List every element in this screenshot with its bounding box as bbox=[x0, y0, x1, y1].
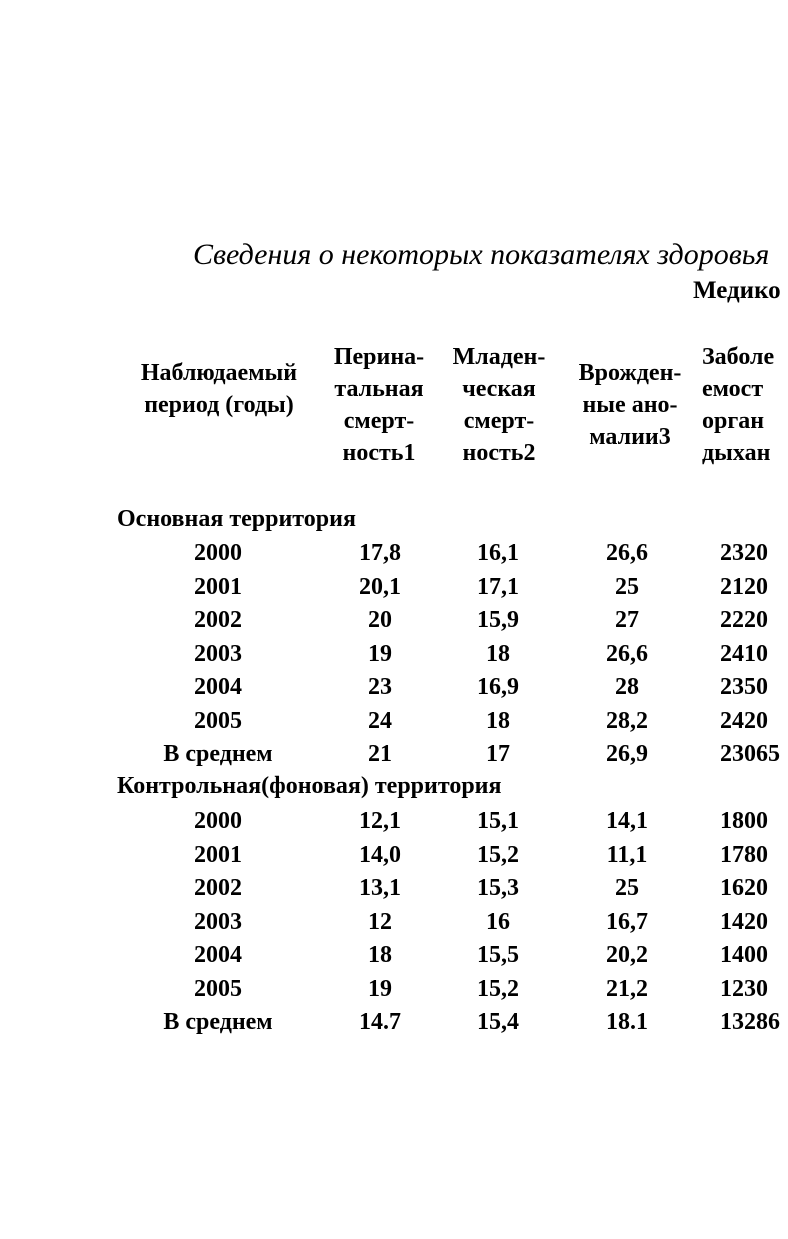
table-row bbox=[0, 571, 788, 605]
cell-respiratory: 1780 bbox=[720, 841, 768, 868]
cell-period: 2003 bbox=[194, 908, 242, 935]
cell-respiratory: 1230 bbox=[720, 975, 768, 1002]
table-row bbox=[0, 537, 788, 571]
cell-infant: 15,5 bbox=[477, 942, 519, 968]
table-row bbox=[0, 705, 788, 739]
cell-congenital: 16,7 bbox=[606, 908, 648, 935]
cell-respiratory: 1420 bbox=[720, 908, 768, 935]
cell-infant: 16 bbox=[486, 908, 510, 935]
cell-congenital: 27 bbox=[615, 607, 639, 633]
cell-congenital: 26,6 bbox=[606, 540, 648, 566]
cell-respiratory: 1620 bbox=[720, 875, 768, 901]
cell-period: В среднем bbox=[163, 741, 273, 767]
cell-infant: 15,2 bbox=[477, 841, 519, 868]
table-row bbox=[0, 805, 788, 839]
cell-infant: 15,1 bbox=[477, 808, 519, 834]
cell-congenital: 14,1 bbox=[606, 808, 648, 834]
cell-perinatal: 19 bbox=[368, 975, 392, 1002]
cell-respiratory: 13286 bbox=[720, 1009, 780, 1035]
table-row bbox=[0, 939, 788, 973]
cell-congenital: 21,2 bbox=[606, 975, 648, 1002]
cell-infant: 17 bbox=[486, 741, 510, 767]
cell-respiratory: 2120 bbox=[720, 573, 768, 600]
table-row bbox=[0, 906, 788, 940]
cell-perinatal: 13,1 bbox=[359, 875, 401, 901]
cell-period: 2004 bbox=[194, 674, 242, 700]
cell-congenital: 11,1 bbox=[606, 841, 648, 868]
cell-period: В среднем bbox=[163, 1009, 273, 1035]
cell-perinatal: 24 bbox=[368, 707, 392, 734]
cell-perinatal: 20 bbox=[368, 607, 392, 633]
cell-infant: 16,1 bbox=[477, 540, 519, 566]
cell-infant: 15,3 bbox=[477, 875, 519, 901]
cell-period: 2002 bbox=[194, 607, 242, 633]
cell-infant: 15,2 bbox=[477, 975, 519, 1002]
cell-congenital: 18.1 bbox=[606, 1009, 648, 1035]
cell-perinatal: 18 bbox=[368, 942, 392, 968]
cell-infant: 15,4 bbox=[477, 1009, 519, 1035]
cell-perinatal: 14,0 bbox=[359, 841, 401, 868]
table-row bbox=[0, 839, 788, 873]
cell-perinatal: 12 bbox=[368, 908, 392, 935]
header-perinatal-mortality: Перина- тальная смерт- ность1 bbox=[333, 344, 425, 466]
cell-perinatal: 23 bbox=[368, 674, 392, 700]
cell-congenital: 25 bbox=[615, 875, 639, 901]
section-label-control: Контрольная(фоновая) территория bbox=[117, 773, 502, 799]
cell-perinatal: 21 bbox=[368, 741, 392, 767]
cell-congenital: 25 bbox=[615, 573, 639, 600]
table-body-main bbox=[0, 537, 788, 772]
cell-period: 2001 bbox=[194, 573, 242, 600]
header-respiratory-morbidity: Заболе емост орган дыхан bbox=[702, 344, 775, 466]
cell-congenital: 20,2 bbox=[606, 942, 648, 968]
table-row bbox=[0, 872, 788, 906]
table-row bbox=[0, 604, 788, 638]
cell-perinatal: 20,1 bbox=[359, 573, 401, 600]
cell-period: 2005 bbox=[194, 707, 242, 734]
cell-period: 2000 bbox=[194, 808, 242, 834]
cell-congenital: 28,2 bbox=[606, 707, 648, 734]
section-label-main: Основная территория bbox=[117, 506, 356, 532]
cell-perinatal: 14.7 bbox=[359, 1009, 401, 1035]
cell-respiratory: 2410 bbox=[720, 640, 768, 667]
cell-period: 2002 bbox=[194, 875, 242, 901]
header-infant-mortality: Младен- ческая смерт- ность2 bbox=[452, 344, 546, 466]
cell-perinatal: 17,8 bbox=[359, 540, 401, 566]
cell-infant: 16,9 bbox=[477, 674, 519, 700]
cell-infant: 17,1 bbox=[477, 573, 519, 600]
table-row bbox=[0, 671, 788, 705]
header-period: Наблюдаемый период (годы) bbox=[140, 360, 298, 418]
cell-respiratory: 2420 bbox=[720, 707, 768, 734]
cell-perinatal: 12,1 bbox=[359, 808, 401, 834]
cell-congenital: 26,6 bbox=[606, 640, 648, 667]
cell-infant: 15,9 bbox=[477, 607, 519, 633]
cell-perinatal: 19 bbox=[368, 640, 392, 667]
cell-infant: 18 bbox=[486, 640, 510, 667]
cell-respiratory: 2320 bbox=[720, 540, 768, 566]
header-congenital-anomalies: Врожден- ные ано- малии3 bbox=[578, 360, 682, 450]
cell-period: 2001 bbox=[194, 841, 242, 868]
cell-respiratory: 2220 bbox=[720, 607, 768, 633]
cell-congenital: 26,9 bbox=[606, 741, 648, 767]
cell-period: 2004 bbox=[194, 942, 242, 968]
page-title: Сведения о некоторых показателях здоровья bbox=[193, 238, 770, 271]
cell-period: 2005 bbox=[194, 975, 242, 1002]
cell-congenital: 28 bbox=[615, 674, 639, 700]
table-row-average bbox=[0, 1006, 788, 1040]
cell-respiratory: 1800 bbox=[720, 808, 768, 834]
cell-respiratory: 1400 bbox=[720, 942, 768, 968]
cell-infant: 18 bbox=[486, 707, 510, 734]
table-row bbox=[0, 638, 788, 672]
cell-period: 2003 bbox=[194, 640, 242, 667]
table-row bbox=[0, 973, 788, 1007]
table-row-average bbox=[0, 738, 788, 772]
cell-respiratory: 2350 bbox=[720, 674, 768, 700]
cell-period: 2000 bbox=[194, 540, 242, 566]
page-subtitle: Медико bbox=[693, 277, 781, 304]
table-body-control bbox=[0, 805, 788, 1040]
cell-respiratory: 23065 bbox=[720, 741, 780, 767]
